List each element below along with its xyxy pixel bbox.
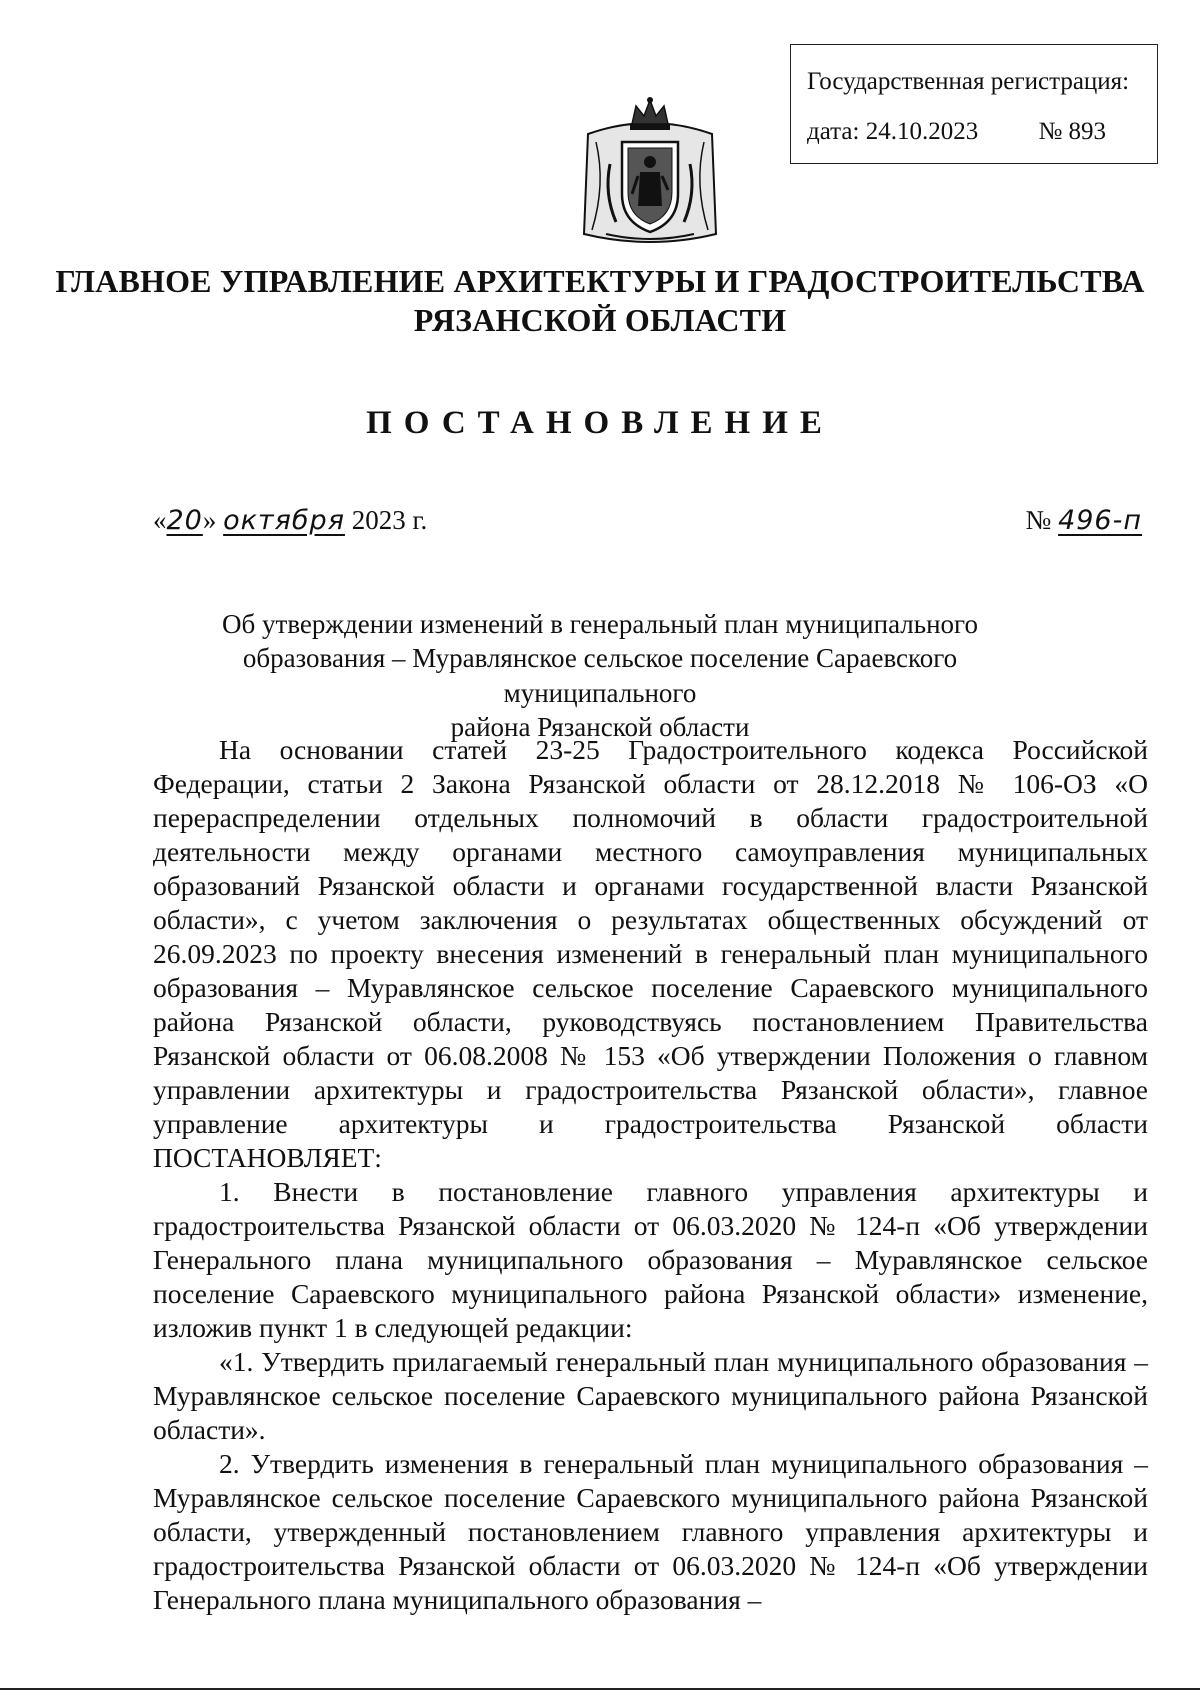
body-paragraph: «1. Утвердить прилагаемый генеральный план муниципального образования – Муравлянское сельское поселение Сараевского муниципального района Рязанской области». bbox=[153, 1346, 1148, 1445]
title-line: района Рязанской области bbox=[450, 711, 750, 742]
body-paragraph: На основании статей 23-25 Градостроительного кодекса Российской Федерации, статьи 2 Закона Рязанской области от 28.12.2018 № 106-ОЗ «О перераспределении отдельных полномочий в области градостроительной деятельности между органами местного самоуправления муниципальных образований Рязанской области и органами государственной власти Рязанской области», с учетом заключения о результатах общественных обсуждений от 26.09.2023 по проекту внесения изменений в генеральный план муниципального образования – Муравлянское сельское поселение Сараевского муниципального района Рязанской области, руководствуясь постановлением Правительства Рязанской области от 06.08.2008 № 153 «Об утверждении Положения о главном управлении архитектуры и градостроительства Рязанской области», главное управление архитектуры и градостроительства Рязанской области ПОСТАНОВЛЯЕТ: bbox=[153, 734, 1148, 1173]
date-month: октября bbox=[223, 505, 345, 536]
document-type: ПОСТАНОВЛЕНИЕ bbox=[366, 405, 834, 441]
registration-row bbox=[807, 117, 1157, 147]
title-line: образования – Муравлянское сельское поселение Сараевского муниципального bbox=[242, 643, 958, 708]
date-quote-close: » bbox=[202, 505, 217, 535]
number-value: 496-п bbox=[1058, 505, 1142, 536]
date-day: 20 bbox=[166, 505, 203, 536]
registration-title: Государственная регистрация: bbox=[807, 68, 1130, 95]
organization-name-line-1: ГЛАВНОЕ УПРАВЛЕНИЕ АРХИТЕКТУРЫ И ГРАДОСТРОИТЕЛЬСТВА bbox=[55, 263, 1145, 299]
date-year: 2023 г. bbox=[351, 505, 428, 535]
title-line: Об утверждении изменений в генеральный план муниципального bbox=[222, 609, 978, 639]
registration-date: дата: 24.10.2023 bbox=[807, 118, 979, 145]
body-paragraph: 2. Утвердить изменения в генеральный план муниципального образования – Муравлянское сельское поселение Сараевского муниципального района Рязанской области, утвержденный постановлением главного управления архитектуры и градостроительства Рязанской области от 06.03.2020 № 124-п «Об утверждении Генерального плана муниципального образования – bbox=[153, 1448, 1148, 1615]
organization-name-line-2: РЯЗАНСКОЙ ОБЛАСТИ bbox=[413, 302, 787, 339]
number-prefix: № bbox=[1025, 505, 1052, 535]
registration-box bbox=[790, 44, 1158, 164]
page-edge-line bbox=[0, 1688, 1200, 1690]
document-body bbox=[153, 733, 1148, 1617]
document-title bbox=[150, 607, 1050, 744]
document-date bbox=[153, 505, 427, 536]
date-quote-open: « bbox=[153, 505, 167, 535]
organization-name bbox=[0, 262, 1200, 340]
ryazan-coat-of-arms-icon bbox=[576, 94, 724, 252]
document-number bbox=[1026, 505, 1142, 536]
body-paragraph: 1. Внести в постановление главного управления архитектуры и градостроительства Рязанской области от 06.03.2020 № 124-п «Об утверждении Генерального плана муниципального образования – Муравлянское сельское поселение Сараевского муниципального района Рязанской области» изменение, изложив пункт 1 в следующей редакции: bbox=[153, 1176, 1148, 1343]
registration-number: № 893 bbox=[1038, 118, 1107, 145]
